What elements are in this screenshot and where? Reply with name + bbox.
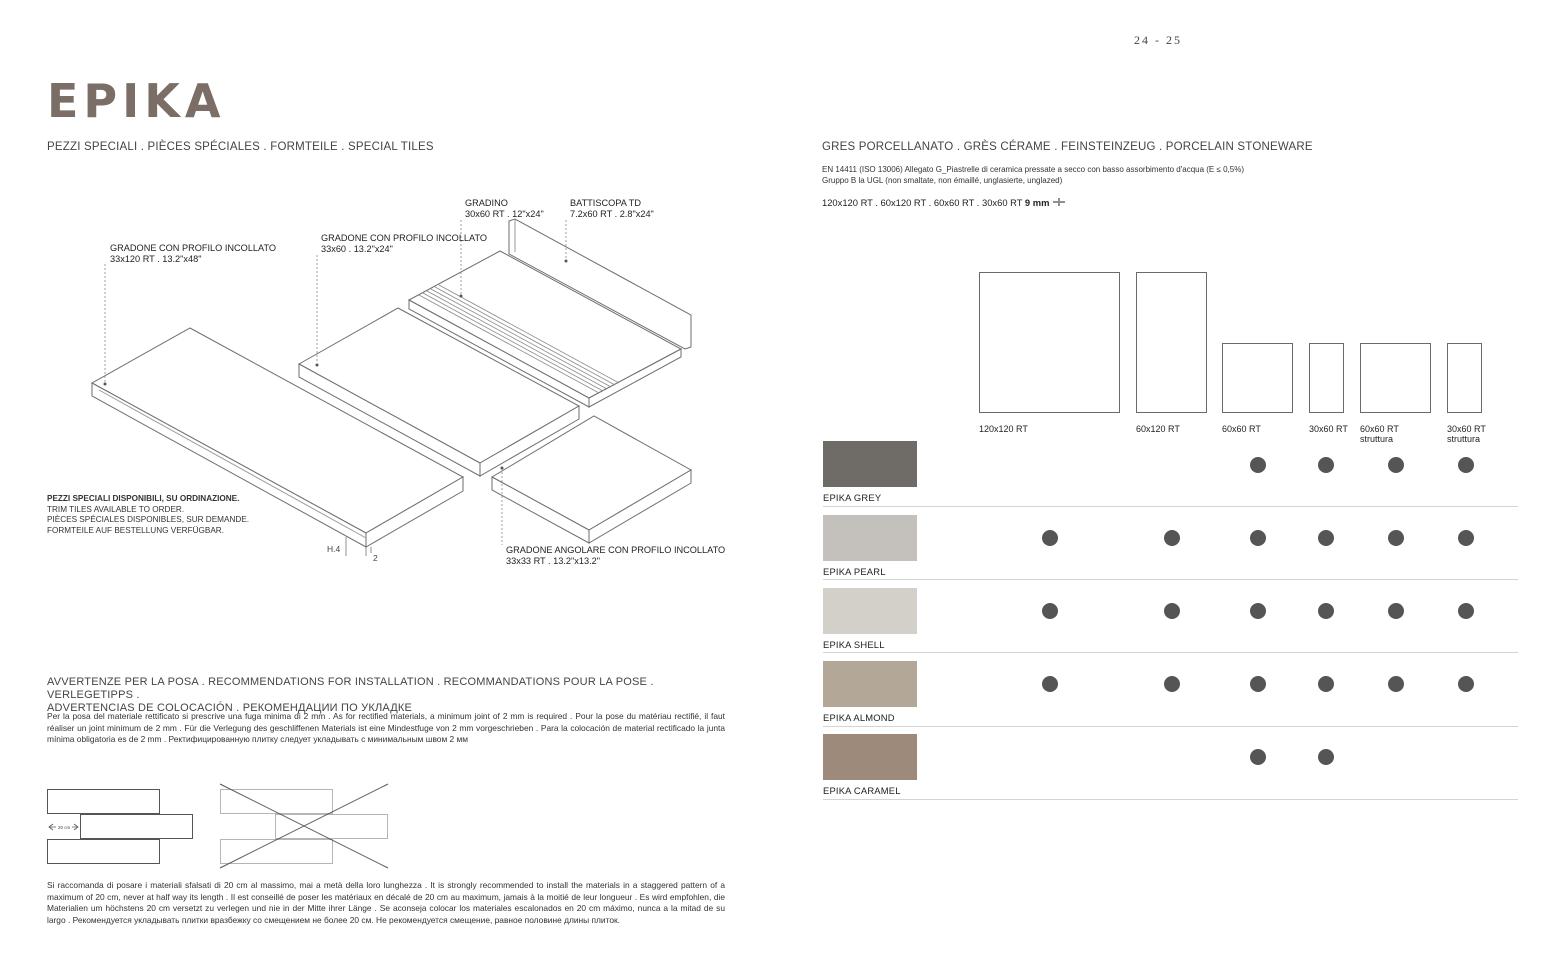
availability-dot bbox=[1164, 603, 1180, 619]
color-name-pearl: EPIKA PEARL bbox=[823, 566, 886, 577]
format-label: 60x60 RT struttura bbox=[1360, 424, 1399, 444]
availability-dot bbox=[1164, 676, 1180, 692]
stagger-text: Si raccomanda di posare i materiali sfalsati di 20 cm al massimo, mai a metà della loro lunghezza . It is strongly recommended to install the materials in a staggered pattern of a maximum of 20 cm, never at half way its length . Il est conseillé de poser les matériaux en décalé de 20 cm au maximum, jamais à la moitié de leur longueur . Es wird empfohlen, die Materialien um höchstens 20 cm versetzt zu verlegen und nie in der Mitte ihrer Länge . Se aconseja colocar los materiales escalonados en 20 cm máximo, nunca a la mitad de su largo . Рекомендуется укладывать плитки вразбежку со смещением не более 20 см. Не рекомендуется смещение, равное половине длины плиток. bbox=[47, 880, 725, 925]
row-divider bbox=[823, 799, 1518, 800]
format-box-30x60 bbox=[1309, 343, 1344, 413]
format-box-60x60-struttura bbox=[1360, 343, 1431, 413]
thickness: 9 mm bbox=[1024, 197, 1050, 208]
offset-label: 20 cm bbox=[58, 825, 71, 830]
color-swatch-caramel bbox=[823, 734, 917, 780]
availability-dot bbox=[1318, 749, 1334, 765]
color-name-almond: EPIKA ALMOND bbox=[823, 712, 895, 723]
availability-dot bbox=[1318, 457, 1334, 473]
special-tiles-heading: PEZZI SPECIALI . PIÈCES SPÉCIALES . FORMTEILE . SPECIAL TILES bbox=[47, 141, 434, 153]
material-heading: GRES PORCELLANATO . GRÈS CÉRAME . FEINSTEINZEUG . PORCELAIN STONEWARE bbox=[822, 141, 1313, 153]
availability-dot bbox=[1250, 530, 1266, 546]
dimension-height: H.4 bbox=[327, 544, 341, 554]
availability-dot bbox=[1042, 530, 1058, 546]
format-box-60x60 bbox=[1222, 343, 1293, 413]
callout-step-120: GRADONE CON PROFILO INCOLLATO 33x120 RT . 13.2"x48" bbox=[110, 243, 277, 264]
availability-dot bbox=[1388, 676, 1404, 692]
availability-dot bbox=[1042, 603, 1058, 619]
availability-dot bbox=[1388, 530, 1404, 546]
availability-dot bbox=[1318, 603, 1334, 619]
thickness-icon bbox=[1052, 197, 1066, 207]
availability-dot bbox=[1250, 676, 1266, 692]
page-numbers: 24 - 25 bbox=[1134, 33, 1182, 47]
availability-dot bbox=[1042, 676, 1058, 692]
availability-dot bbox=[1250, 603, 1266, 619]
color-swatch-pearl bbox=[823, 515, 917, 561]
availability-dot bbox=[1458, 530, 1474, 546]
color-name-shell: EPIKA SHELL bbox=[823, 639, 885, 650]
installation-title: AVVERTENZE PER LA POSA . RECOMMENDATIONS FOR INSTALLATION . RECOMMANDATIONS POUR LA POSE . VERLEGETIPPS . ADVERTENCIAS DE COLOCACIÓN . РЕКОМЕНДАЦИИ ПО УКЛАДКЕ bbox=[47, 676, 654, 714]
color-swatch-almond bbox=[823, 661, 917, 707]
availability-dot bbox=[1164, 530, 1180, 546]
availability-dot bbox=[1388, 603, 1404, 619]
formats-line: 120x120 RT . 60x120 RT . 60x60 RT . 30x60 RT 9 mm bbox=[822, 197, 1066, 208]
availability-dot bbox=[1250, 749, 1266, 765]
callout-gradino: GRADINO 30x60 RT . 12"x24" bbox=[465, 198, 544, 219]
callout-skirting: BATTISCOPA TD 7.2x60 RT . 2.8"x24" bbox=[570, 198, 654, 219]
installation-text: Per la posa del materiale rettificato si prescrive una fuga minima di 2 mm . As for rectified materials, a minimum joint of 2 mm is required . Pour la pose du matériau rectifié, il faut réaliser un joint minimum de 2 mm . Für die Verlegung des geschliffenen Materials ist eine Mindestfuge von 2 mm vorgeschrieben . Para la colocación de material rectificado la junta mínima obligatoria es de 2 mm . Ректифицированную плитку следует укладывать с минимальным швом 2 мм bbox=[47, 711, 725, 745]
dimension-width: 2 bbox=[373, 553, 378, 563]
availability-dot bbox=[1458, 676, 1474, 692]
format-box-60x120 bbox=[1136, 272, 1207, 413]
row-divider bbox=[823, 506, 1518, 507]
brand-title: EPIKA bbox=[47, 74, 226, 128]
availability-dot bbox=[1318, 530, 1334, 546]
cross-icon bbox=[220, 784, 388, 868]
color-swatch-grey bbox=[823, 441, 917, 487]
availability-dot bbox=[1458, 457, 1474, 473]
row-divider bbox=[823, 726, 1518, 727]
availability-dot bbox=[1318, 676, 1334, 692]
availability-dot bbox=[1250, 457, 1266, 473]
row-divider bbox=[823, 652, 1518, 653]
format-label: 30x60 RT bbox=[1309, 424, 1348, 434]
callout-corner-step: GRADONE ANGOLARE CON PROFILO INCOLLATO 33x33 RT . 13.2"x13.2" bbox=[506, 545, 726, 566]
color-swatch-shell bbox=[823, 588, 917, 634]
norm-text: EN 14411 (ISO 13006) Allegato G_Piastrelle di ceramica pressate a secco con basso assorbimento d'acqua (E ≤ 0,5%) Gruppo B la UGL (non smaltate, non émaillé, unglasierte, unglazed) bbox=[822, 165, 1244, 185]
row-divider bbox=[823, 579, 1518, 580]
format-box-120x120 bbox=[979, 272, 1120, 413]
format-label: 120x120 RT bbox=[979, 424, 1028, 434]
format-label: 30x60 RT struttura bbox=[1447, 424, 1486, 444]
format-label: 60x120 RT bbox=[1136, 424, 1180, 434]
callout-step-60: GRADONE CON PROFILO INCOLLATO 33x60 . 13.2"x24" bbox=[321, 233, 488, 254]
availability-note: PEZZI SPECIALI DISPONIBILI, SU ORDINAZIONE. TRIM TILES AVAILABLE TO ORDER. PIÈCES SPÉCIALES DISPONIBLES, SUR DEMANDE. FORMTEILE AUF BESTELLUNG VERFÜGBAR. bbox=[47, 494, 250, 535]
availability-dot bbox=[1388, 457, 1404, 473]
availability-dot bbox=[1458, 603, 1474, 619]
stagger-diagrams bbox=[40, 780, 400, 872]
color-name-grey: EPIKA GREY bbox=[823, 492, 882, 503]
color-name-caramel: EPIKA CARAMEL bbox=[823, 785, 901, 796]
format-box-30x60-struttura bbox=[1447, 343, 1482, 413]
format-label: 60x60 RT bbox=[1222, 424, 1261, 434]
